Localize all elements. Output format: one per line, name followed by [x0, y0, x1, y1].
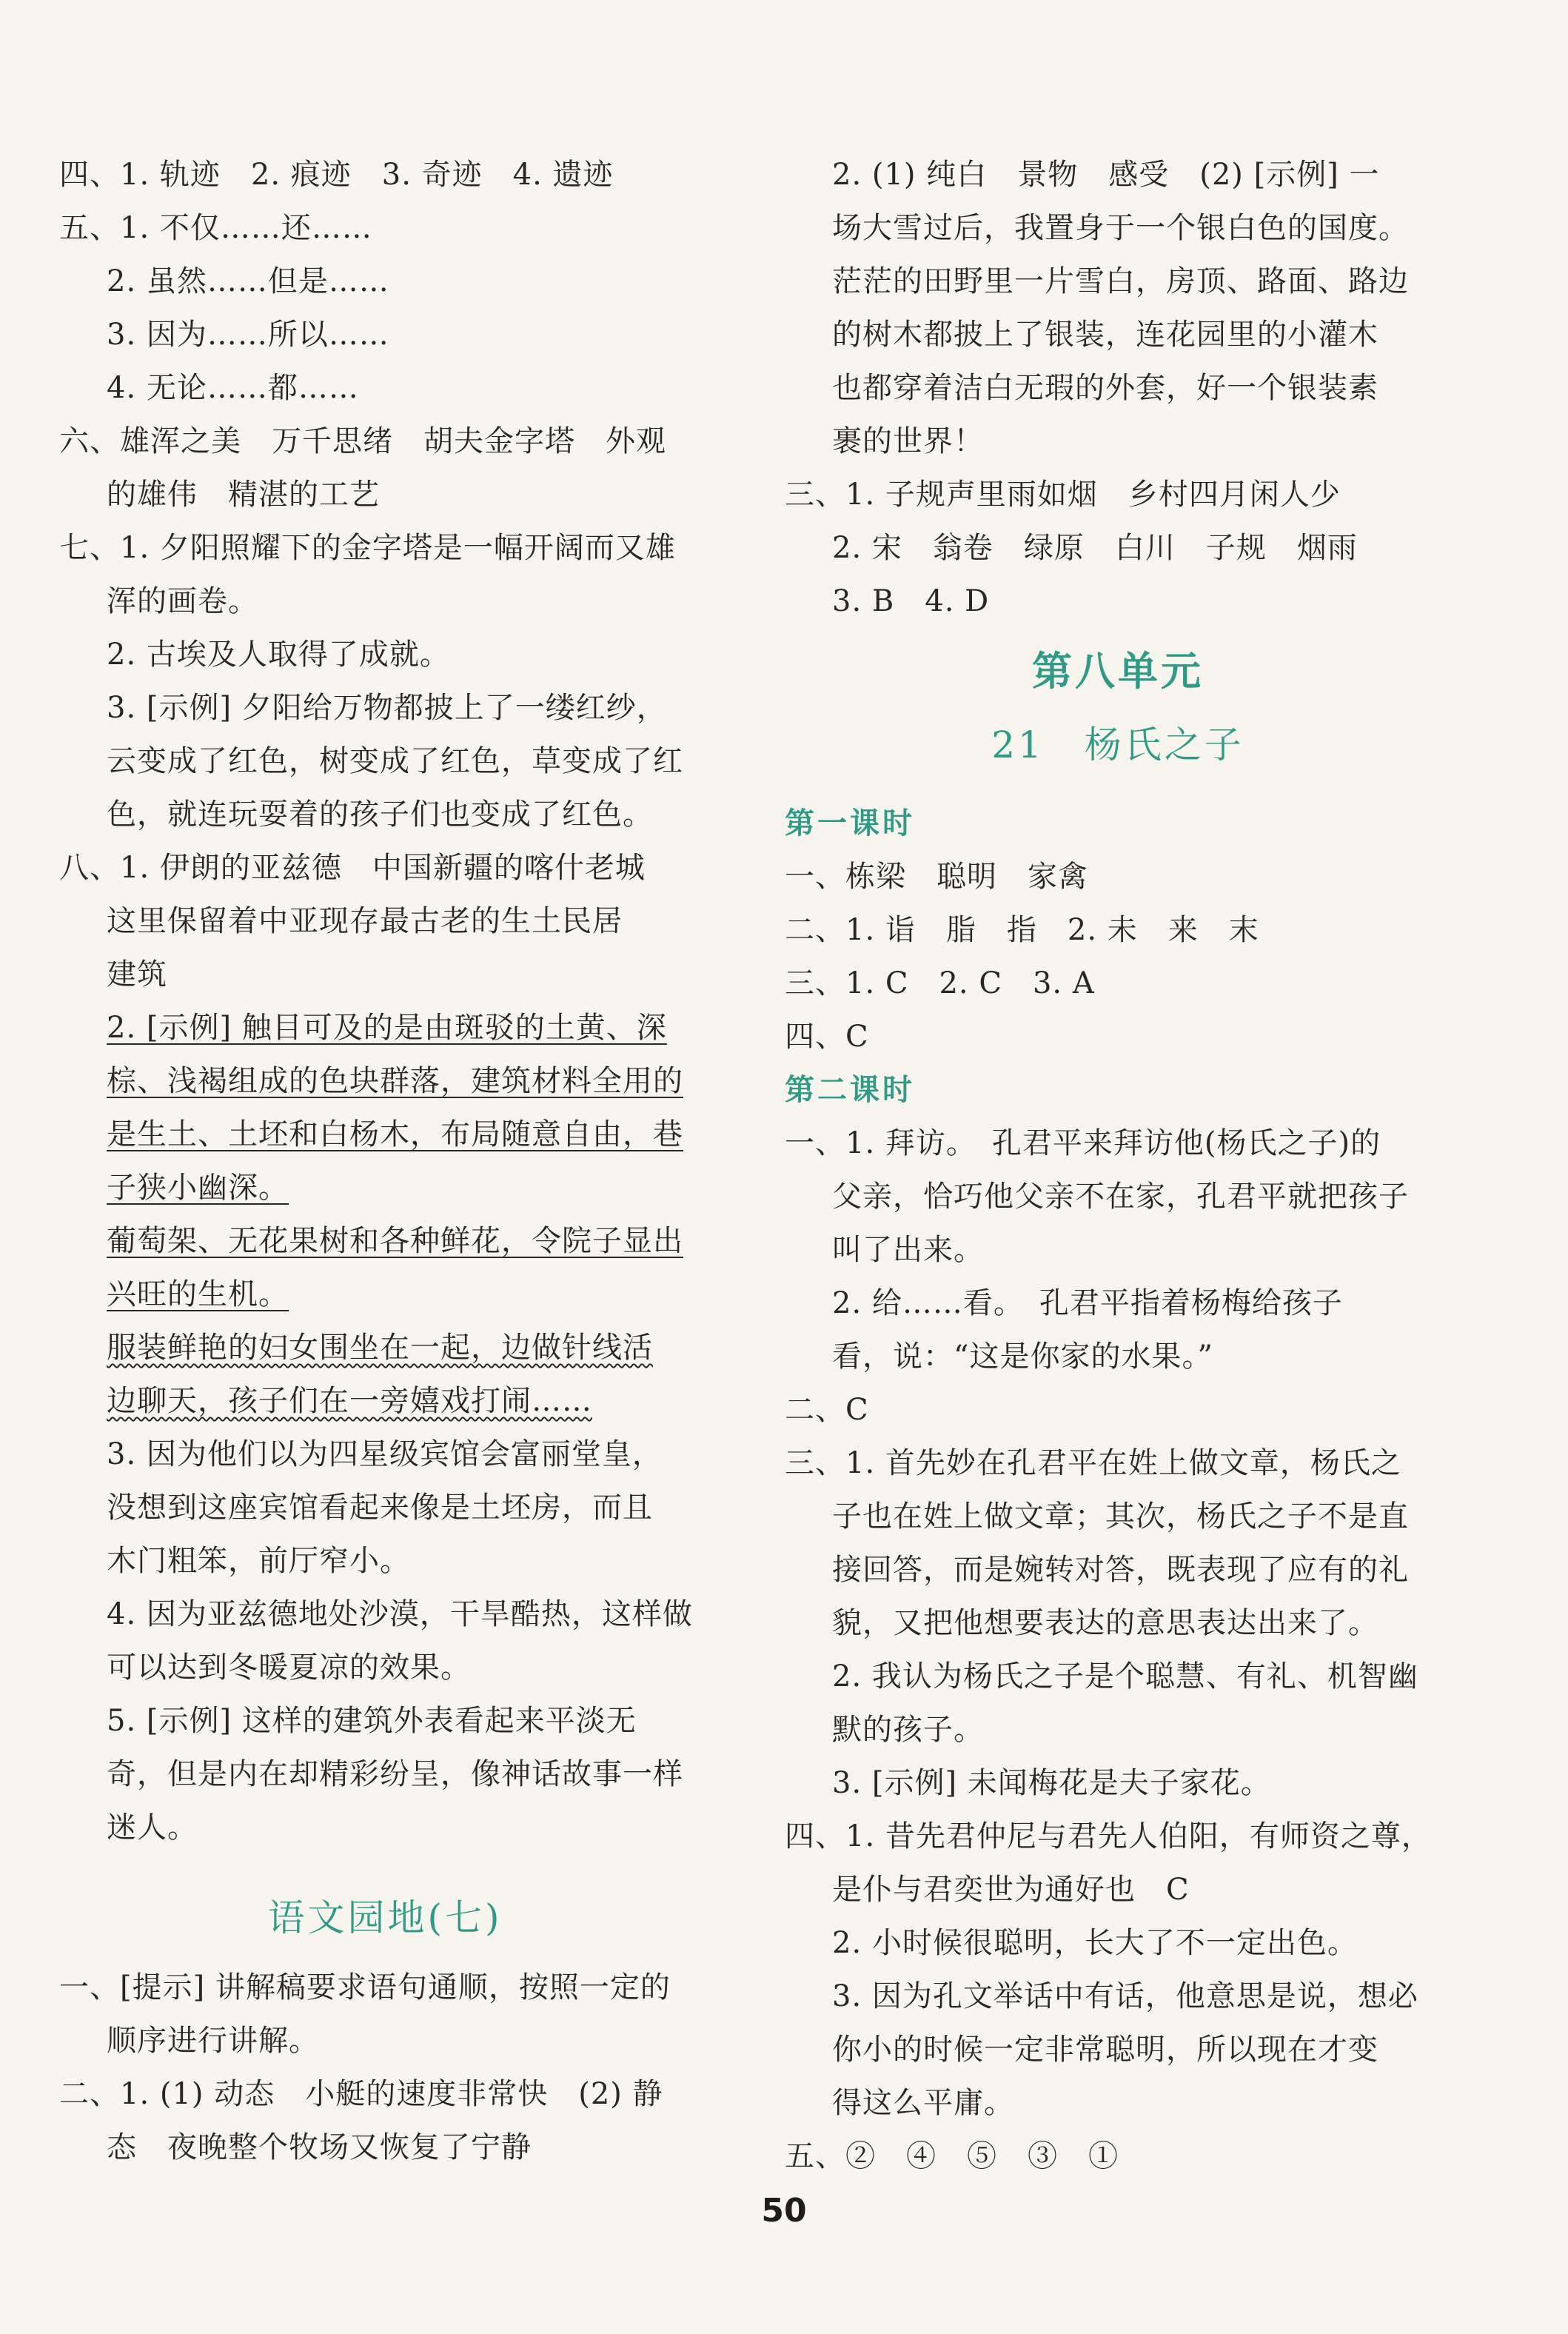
- answer-text: 你小的时候一定非常聪明，所以现在才变: [832, 2033, 1378, 2067]
- answer-line: [785, 1863, 1451, 1916]
- answer-line: [59, 681, 711, 735]
- lesson-title: 21 杨氏之子: [991, 723, 1244, 766]
- answer-line: [59, 1054, 711, 1108]
- answer-line: [785, 1330, 1451, 1383]
- answer-line: [59, 2121, 711, 2174]
- answer-line: [59, 628, 711, 681]
- answer-line: [785, 1596, 1451, 1650]
- answer-line: [785, 1223, 1451, 1277]
- answer-line: [785, 850, 1451, 903]
- answer-line: [785, 1490, 1451, 1543]
- answer-text: 四、1. 轨迹 2. 痕迹 3. 奇迹 4. 遗迹: [59, 158, 614, 192]
- answer-text: 3. 因为他们以为四星级宾馆会富丽堂皇，: [107, 1437, 663, 1471]
- answer-text: 奇，但是内在却精彩纷呈，像神话故事一样: [107, 1757, 683, 1791]
- answer-text: 接回答，而是婉转对答，既表现了应有的礼: [832, 1553, 1409, 1587]
- left-answer-list: [59, 148, 711, 1854]
- answer-text: 五、1. 不仅……还……: [59, 211, 372, 245]
- answer-text: 三、1. 首先妙在孔君平在姓上做文章，杨氏之: [785, 1446, 1401, 1480]
- answer-text: 四、1. 昔先君仲尼与君先人伯阳，有师资之尊，: [785, 1819, 1432, 1853]
- answer-line: [59, 841, 711, 895]
- answer-text: 浑的画卷。: [107, 584, 258, 618]
- answer-text: 的雄伟 精湛的工艺: [107, 478, 380, 512]
- answer-line: [785, 468, 1451, 521]
- answer-line: [59, 1001, 711, 1054]
- answer-line: [59, 1641, 711, 1694]
- answer-line: [59, 1214, 711, 1268]
- answer-text: 也都穿着洁白无瑕的外套，好一个银装素: [832, 371, 1378, 405]
- answer-line: [59, 468, 711, 521]
- page-number: 50: [761, 2192, 807, 2230]
- answer-line: [785, 1117, 1451, 1170]
- answer-text: 四、C: [785, 1020, 869, 1054]
- answer-line: [785, 1277, 1451, 1330]
- answer-line: [59, 895, 711, 948]
- answer-text: 茫茫的田野里一片雪白，房顶、路面、路边: [832, 264, 1409, 298]
- answer-text: 3. [示例] 夕阳给万物都披上了一缕红纱，: [107, 691, 667, 725]
- answer-line: [785, 2076, 1451, 2130]
- answer-text: 3. [示例] 未闻梅花是夫子家花。: [832, 1766, 1271, 1800]
- lesson1-title: 第一课时: [785, 806, 915, 840]
- answer-line: [785, 1916, 1451, 1970]
- answer-text: 一、[提示] 讲解稿要求语句通顺，按照一定的: [59, 1970, 671, 2004]
- answer-line: [59, 735, 711, 788]
- answer-text: 叫了出来。: [832, 1233, 984, 1267]
- answer-line: [785, 957, 1451, 1010]
- answer-text: 这里保留着中亚现存最古老的生土民居: [107, 904, 623, 938]
- answer-text: 默的孩子。: [832, 1713, 984, 1747]
- answer-text: 棕、浅褐组成的色块群落，建筑材料全用的: [107, 1064, 683, 1098]
- answer-line: [59, 1321, 711, 1374]
- section-title: 语文园地(七): [267, 1896, 503, 1939]
- answer-line: [785, 2130, 1451, 2183]
- answer-text: 葡萄架、无花果树和各种鲜花，令院子显出: [107, 1224, 683, 1258]
- answer-text: 2. 古埃及人取得了成就。: [107, 638, 450, 672]
- answer-line: [785, 521, 1451, 575]
- answer-line: [59, 1748, 711, 1801]
- answer-text: 三、1. 子规声里雨如烟 乡村四月闲人少: [785, 478, 1341, 512]
- answer-text: 一、1. 拜访。 孔君平来拜访他(杨氏之子)的: [785, 1126, 1381, 1160]
- answer-text: 2. [示例] 触目可及的是由斑驳的土黄、深: [107, 1011, 667, 1045]
- answer-text: 没想到这座宾馆看起来像是土坯房，而且: [107, 1491, 653, 1525]
- answer-text: 的树木都披上了银装，连花园里的小灌木: [832, 318, 1378, 352]
- answer-line: [59, 255, 711, 308]
- answer-line: [785, 2023, 1451, 2076]
- answer-line: [785, 1543, 1451, 1596]
- answer-line: [785, 1650, 1451, 1703]
- answer-text: 三、1. C 2. C 3. A: [785, 966, 1095, 1000]
- answer-text: 边聊天，孩子们在一旁嬉戏打闹……: [107, 1384, 592, 1418]
- answer-line: [785, 1756, 1451, 1810]
- unit-title: 第八单元: [1032, 647, 1204, 695]
- answer-text: 云变成了红色，树变成了红色，草变成了红: [107, 744, 683, 778]
- answer-line: [785, 1383, 1451, 1437]
- answer-line: [59, 1374, 711, 1428]
- answer-text: 是生土、土坯和白杨木，布局随意自由，巷: [107, 1117, 683, 1151]
- answer-text: 父亲，恰巧他父亲不在家，孔君平就把孩子: [832, 1180, 1409, 1214]
- answer-line: [59, 1801, 711, 1854]
- answer-text: 2. 我认为杨氏之子是个聪慧、有礼、机智幽: [832, 1659, 1418, 1693]
- answer-line: [785, 201, 1451, 255]
- answer-text: 可以达到冬暖夏凉的效果。: [107, 1651, 471, 1685]
- answer-text: 3. B 4. D: [832, 584, 990, 618]
- left-column: [59, 148, 711, 2174]
- answer-line: [785, 361, 1451, 415]
- answer-text: 迷人。: [107, 1810, 198, 1845]
- answer-text: 二、1. 诣 脂 指 2. 未 来 末: [785, 913, 1259, 947]
- answer-line: [59, 1534, 711, 1588]
- answer-text: 建筑: [107, 957, 167, 992]
- answer-line: [785, 1437, 1451, 1490]
- answer-text: 3. 因为孔文举话中有话，他意思是说，想必: [832, 1979, 1418, 2013]
- answer-line: [785, 1810, 1451, 1863]
- answer-line: [785, 1703, 1451, 1756]
- right-column: [785, 148, 1451, 2183]
- answer-text: 裹的世界！: [832, 424, 984, 458]
- answer-line: [785, 1170, 1451, 1223]
- answer-line: [59, 148, 711, 201]
- answer-text: 木门粗笨，前厅窄小。: [107, 1544, 410, 1578]
- answer-text: 貌，又把他想要表达的意思表达出来了。: [832, 1606, 1378, 1640]
- answer-text: 看，说：“这是你家的水果。”: [832, 1340, 1213, 1374]
- answer-text: 2. (1) 纯白 景物 感受 (2) [示例] 一: [832, 158, 1380, 192]
- left-answer-list-2: [59, 1961, 711, 2174]
- answer-text: 2. 虽然……但是……: [107, 264, 389, 298]
- lesson1-answer-list: [785, 850, 1451, 1063]
- right-answer-list: [785, 148, 1451, 628]
- answer-line: [59, 788, 711, 841]
- answer-text: 七、1. 夕阳照耀下的金字塔是一幅开阔而又雄: [59, 531, 676, 565]
- answer-line: [59, 948, 711, 1001]
- answer-line: [785, 148, 1451, 201]
- answer-text: 五、② ④ ⑤ ③ ①: [785, 2139, 1119, 2173]
- answer-text: 场大雪过后，我置身于一个银白色的国度。: [832, 211, 1409, 245]
- answer-line: [59, 521, 711, 575]
- answer-line: [59, 2014, 711, 2067]
- answer-line: [59, 1961, 711, 2014]
- answer-line: [785, 903, 1451, 957]
- answer-line: [59, 1588, 711, 1641]
- answer-line: [59, 1481, 711, 1534]
- answer-line: [785, 415, 1451, 468]
- answer-line: [59, 1268, 711, 1321]
- answer-text: 2. 宋 翁卷 绿原 白川 子规 烟雨: [832, 531, 1358, 565]
- answer-text: 色，就连玩耍着的孩子们也变成了红色。: [107, 797, 653, 832]
- answer-text: 2. 给……看。 孔君平指着杨梅给孩子: [832, 1286, 1343, 1320]
- answer-line: [59, 361, 711, 415]
- answer-text: 一、栋梁 聪明 家禽: [785, 860, 1088, 894]
- answer-text: 兴旺的生机。: [107, 1277, 289, 1311]
- answer-line: [59, 1694, 711, 1748]
- answer-line: [59, 415, 711, 468]
- answer-text: 子狭小幽深。: [107, 1171, 289, 1205]
- answer-text: 4. 无论……都……: [107, 371, 359, 405]
- answer-text: 得这么平庸。: [832, 2086, 1014, 2120]
- answer-text: 态 夜晚整个牧场又恢复了宁静: [107, 2130, 532, 2164]
- lesson2-answer-list: [785, 1117, 1451, 2183]
- answer-line: [785, 575, 1451, 628]
- answer-line: [785, 255, 1451, 308]
- answer-line: [59, 201, 711, 255]
- answer-line: [59, 1428, 711, 1481]
- answer-text: 顺序进行讲解。: [107, 2024, 319, 2058]
- answer-line: [785, 1010, 1451, 1063]
- answer-text: 5. [示例] 这样的建筑外表看起来平淡无: [107, 1704, 637, 1738]
- answer-text: 服装鲜艳的妇女围坐在一起，边做针线活: [107, 1331, 653, 1365]
- answer-text: 4. 因为亚兹德地处沙漠，干旱酷热，这样做: [107, 1597, 693, 1631]
- lesson2-title: 第二课时: [785, 1072, 915, 1107]
- answer-line: [59, 575, 711, 628]
- answer-text: 二、C: [785, 1393, 869, 1427]
- answer-text: 二、1. (1) 动态 小艇的速度非常快 (2) 静: [59, 2077, 663, 2111]
- answer-line: [59, 308, 711, 361]
- answer-text: 子也在姓上做文章；其次，杨氏之子不是直: [832, 1499, 1409, 1534]
- answer-line: [59, 1161, 711, 1214]
- answer-text: 3. 因为……所以……: [107, 318, 389, 352]
- answer-line: [59, 1108, 711, 1161]
- answer-text: 六、雄浑之美 万千思绪 胡夫金字塔 外观: [59, 424, 666, 458]
- answer-line: [785, 1970, 1451, 2023]
- answer-line: [59, 2067, 711, 2121]
- answer-text: 是仆与君奕世为通好也 C: [832, 1873, 1190, 1907]
- answer-line: [785, 308, 1451, 361]
- answer-text: 2. 小时候很聪明，长大了不一定出色。: [832, 1926, 1358, 1960]
- answer-text: 八、1. 伊朗的亚兹德 中国新疆的喀什老城: [59, 851, 646, 885]
